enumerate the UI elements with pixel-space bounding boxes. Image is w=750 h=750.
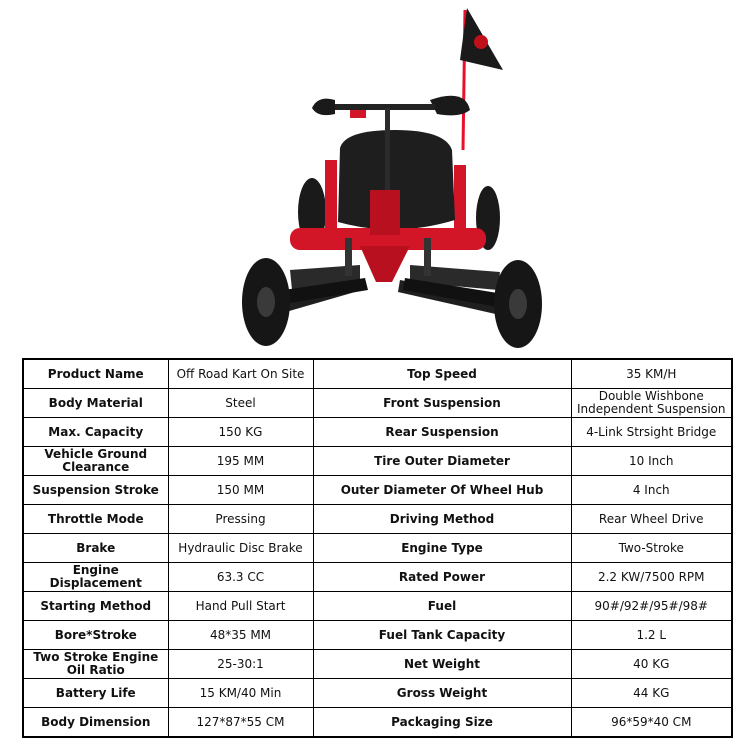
spec-row <box>23 563 732 592</box>
spec-row <box>23 592 732 621</box>
spec-label: Throttle Mode <box>23 505 168 534</box>
spec-value: 44 KG <box>571 679 732 708</box>
spec-row <box>23 389 732 418</box>
spec-value: 1.2 L <box>571 621 732 650</box>
spec-value: 150 KG <box>168 418 313 447</box>
spec-row <box>23 650 732 679</box>
spec-value: 35 KM/H <box>571 359 732 389</box>
spec-value: Double Wishbone Independent Suspension <box>571 389 732 418</box>
spec-label: Top Speed <box>313 359 571 389</box>
spec-value: 96*59*40 CM <box>571 708 732 738</box>
spec-value: 195 MM <box>168 447 313 476</box>
spec-value: Hydraulic Disc Brake <box>168 534 313 563</box>
spec-label: Driving Method <box>313 505 571 534</box>
spec-label: Engine Type <box>313 534 571 563</box>
spec-value: Rear Wheel Drive <box>571 505 732 534</box>
spec-label: Front Suspension <box>313 389 571 418</box>
spec-value: 48*35 MM <box>168 621 313 650</box>
spec-label: Vehicle Ground Clearance <box>23 447 168 476</box>
spec-label: Battery Life <box>23 679 168 708</box>
spec-label: Rated Power <box>313 563 571 592</box>
go-kart-illustration <box>0 0 750 352</box>
spec-label: Body Dimension <box>23 708 168 738</box>
spec-row <box>23 534 732 563</box>
spec-value: 40 KG <box>571 650 732 679</box>
spec-label: Engine Displacement <box>23 563 168 592</box>
spec-label: Brake <box>23 534 168 563</box>
spec-value: 10 Inch <box>571 447 732 476</box>
spec-row <box>23 505 732 534</box>
spec-value: Hand Pull Start <box>168 592 313 621</box>
spec-label: Bore*Stroke <box>23 621 168 650</box>
spec-label: Net Weight <box>313 650 571 679</box>
spec-label: Fuel Tank Capacity <box>313 621 571 650</box>
spec-label: Outer Diameter Of Wheel Hub <box>313 476 571 505</box>
spec-value: 90#/92#/95#/98# <box>571 592 732 621</box>
spec-label: Rear Suspension <box>313 418 571 447</box>
specifications-table <box>22 358 733 738</box>
spec-label: Fuel <box>313 592 571 621</box>
spec-value: Off Road Kart On Site <box>168 359 313 389</box>
product-photo <box>0 0 750 352</box>
spec-row <box>23 476 732 505</box>
spec-label: Gross Weight <box>313 679 571 708</box>
spec-value: 63.3 CC <box>168 563 313 592</box>
spec-row <box>23 679 732 708</box>
spec-label: Max. Capacity <box>23 418 168 447</box>
spec-label: Starting Method <box>23 592 168 621</box>
spec-label: Body Material <box>23 389 168 418</box>
spec-value: 4-Link Strsight Bridge <box>571 418 732 447</box>
spec-label: Tire Outer Diameter <box>313 447 571 476</box>
spec-row <box>23 447 732 476</box>
spec-row <box>23 418 732 447</box>
spec-label: Two Stroke Engine Oil Ratio <box>23 650 168 679</box>
spec-value: 15 KM/40 Min <box>168 679 313 708</box>
spec-value: 25-30:1 <box>168 650 313 679</box>
spec-value: 4 Inch <box>571 476 732 505</box>
spec-value: Pressing <box>168 505 313 534</box>
spec-row <box>23 621 732 650</box>
spec-value: 150 MM <box>168 476 313 505</box>
spec-row <box>23 359 732 389</box>
spec-value: Two-Stroke <box>571 534 732 563</box>
spec-value: 127*87*55 CM <box>168 708 313 738</box>
spec-label: Product Name <box>23 359 168 389</box>
spec-value: Steel <box>168 389 313 418</box>
spec-value: 2.2 KW/7500 RPM <box>571 563 732 592</box>
spec-label: Suspension Stroke <box>23 476 168 505</box>
spec-label: Packaging Size <box>313 708 571 738</box>
spec-row <box>23 708 732 738</box>
